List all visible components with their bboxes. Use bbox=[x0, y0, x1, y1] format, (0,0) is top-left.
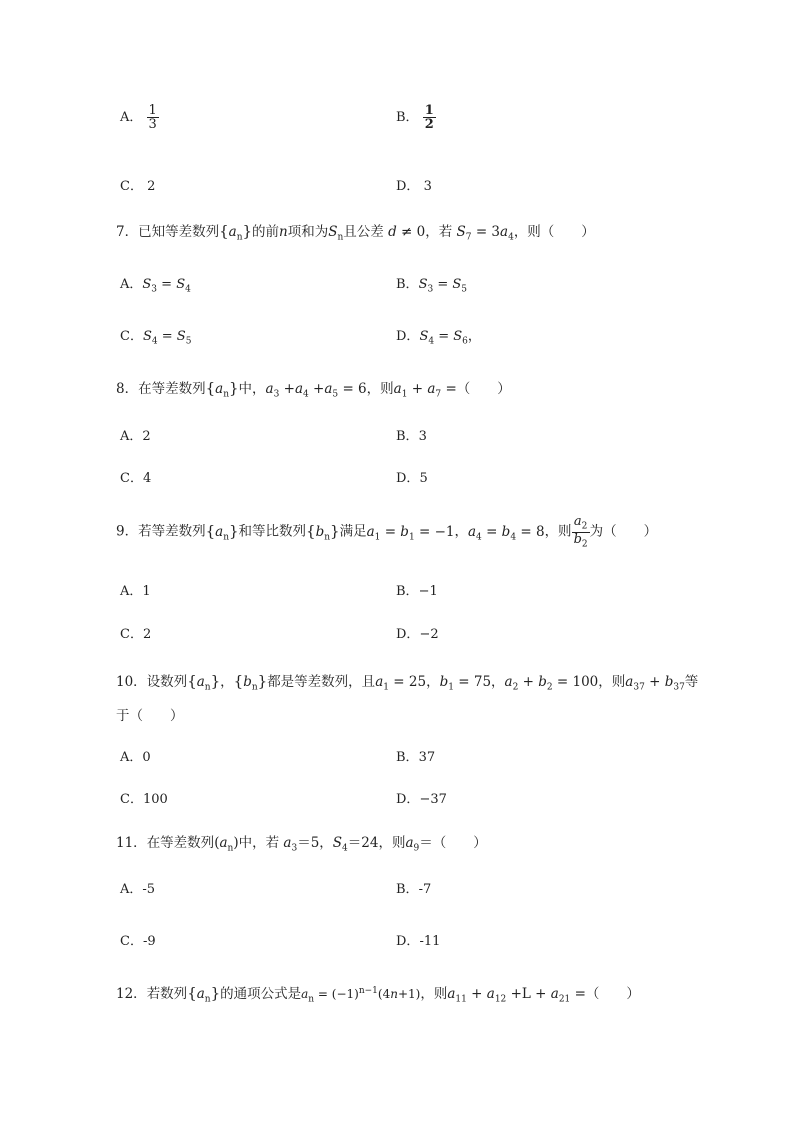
q9-option-a bbox=[120, 580, 151, 599]
option-label: D． bbox=[396, 934, 420, 949]
option-label: C． bbox=[120, 179, 143, 194]
q9-option-d bbox=[396, 623, 439, 642]
math-cond: $S_7 = 3a_4$ bbox=[452, 224, 514, 243]
q10-option-c bbox=[120, 788, 168, 807]
option-math: $S_3 = S_4$ bbox=[142, 277, 191, 295]
stem-text: ， bbox=[220, 674, 234, 690]
option-label: A． bbox=[120, 750, 143, 765]
math-cond-3: $a_2 + b_2 = 100$ bbox=[504, 674, 599, 693]
math-cond-1: $a_3=5$ bbox=[283, 835, 320, 854]
stem-text: ，则（ ） bbox=[513, 224, 595, 240]
q8-option-d bbox=[396, 467, 428, 486]
option-label: B． bbox=[396, 429, 419, 444]
question-12-stem bbox=[116, 982, 640, 1005]
option-text: -9 bbox=[142, 934, 156, 949]
math-cond-2: $a_4 = b_4 = 8$ bbox=[467, 523, 545, 543]
question-8-stem bbox=[116, 377, 511, 400]
option-label: A． bbox=[120, 277, 143, 292]
math-target: $a_{37} + b_{37}$ bbox=[625, 674, 685, 693]
q10-option-b bbox=[396, 746, 435, 765]
option-text: -5 bbox=[142, 882, 156, 897]
stem-text: ， bbox=[426, 674, 440, 690]
option-math: $S_4 = S_5$ bbox=[142, 329, 192, 347]
question-number: 9． bbox=[116, 523, 139, 540]
stem-text: 中，若 bbox=[238, 835, 284, 851]
option-label: D． bbox=[396, 471, 420, 486]
question-11-stem bbox=[116, 831, 487, 854]
q6-option-a bbox=[120, 104, 159, 131]
question-number: 11． bbox=[116, 835, 147, 851]
stem-text: 和等比数列 bbox=[238, 523, 307, 540]
math-cond-1: $a_1 = b_1 = -1$ bbox=[366, 523, 455, 543]
math-seq-a: $\{a_n\}$ bbox=[187, 672, 221, 693]
math-sn: $S_n$ bbox=[328, 224, 344, 243]
q11-option-d bbox=[396, 930, 440, 949]
math-cond: $a_3 +a_4 +a_5 = 6$ bbox=[265, 381, 367, 400]
stem-text: （ ） bbox=[456, 381, 511, 397]
q6-option-c bbox=[120, 175, 155, 194]
stem-text: 若数列 bbox=[146, 986, 188, 1002]
option-text: 3 bbox=[423, 179, 432, 194]
math-cond-2: $S_4=24$ bbox=[332, 835, 379, 854]
stem-text: 为（ ） bbox=[589, 523, 658, 540]
stem-text: ，则 bbox=[544, 523, 572, 540]
stem-text: 项和为 bbox=[287, 224, 329, 240]
stem-text: 在等差数列 bbox=[138, 381, 206, 397]
option-label: B． bbox=[396, 584, 419, 599]
stem-text: 设数列 bbox=[146, 674, 188, 690]
stem-text: ＝（ ） bbox=[419, 835, 487, 851]
math-target: $a_9$ bbox=[405, 835, 420, 854]
option-label: A． bbox=[120, 882, 143, 897]
stem-text: ，则 bbox=[366, 381, 394, 397]
option-math: $S_4 = S_6$， bbox=[419, 329, 481, 347]
q11-option-a bbox=[120, 878, 155, 897]
question-number: 10． bbox=[116, 674, 147, 690]
question-7-stem bbox=[116, 220, 595, 243]
question-9-stem bbox=[116, 515, 657, 549]
option-text: 5 bbox=[419, 471, 428, 486]
math-sum: $a_{11} + a_{12} +L + a_{21}$ = bbox=[447, 986, 586, 1005]
q7-option-c bbox=[120, 325, 191, 347]
option-label: C． bbox=[120, 792, 143, 807]
denominator: 2 bbox=[424, 117, 434, 132]
math-seq-b: $\{b_n\}$ bbox=[306, 521, 340, 543]
option-label: B． bbox=[396, 882, 419, 897]
option-math: $S_3 = S_5$ bbox=[418, 277, 468, 295]
option-label: B． bbox=[396, 110, 419, 125]
question-10-stem bbox=[116, 670, 698, 693]
stem-text: ，则 bbox=[378, 835, 406, 851]
denominator: 3 bbox=[148, 117, 157, 132]
option-label: D． bbox=[396, 627, 420, 642]
fraction bbox=[423, 104, 436, 131]
math-cond-1: $a_1 = 25$ bbox=[375, 674, 427, 693]
fraction bbox=[147, 104, 159, 131]
stem-text: ， bbox=[491, 674, 505, 690]
question-number: 7． bbox=[116, 224, 139, 240]
q8-option-a bbox=[120, 425, 151, 444]
option-text: 4 bbox=[142, 471, 152, 486]
q10-option-d bbox=[396, 788, 447, 807]
math-seq: $\{a_n\}$ bbox=[219, 222, 253, 243]
option-text: -7 bbox=[418, 882, 432, 897]
stem-text: ，则 bbox=[420, 986, 448, 1002]
option-label: D． bbox=[396, 792, 420, 807]
q8-option-c bbox=[120, 467, 151, 486]
math-cond-2: $b_1 = 75$ bbox=[439, 674, 492, 693]
stem-text: 的通项公式是 bbox=[220, 986, 302, 1002]
q9-option-c bbox=[120, 623, 151, 642]
question-10-stem-line2 bbox=[116, 704, 184, 724]
stem-text: ，若 bbox=[425, 224, 453, 240]
option-text: 2 bbox=[142, 627, 152, 642]
option-label: C． bbox=[120, 627, 143, 642]
math-d: d ≠ 0 bbox=[383, 224, 426, 240]
stem-text: 已知等差数列 bbox=[138, 224, 220, 240]
question-number: 12． bbox=[116, 986, 147, 1002]
q8-option-b bbox=[396, 425, 427, 444]
question-number: 8． bbox=[116, 381, 139, 397]
option-label: C． bbox=[120, 934, 143, 949]
option-text: 100 bbox=[142, 792, 168, 807]
option-label: D． bbox=[396, 179, 420, 194]
math-seq-b: $\{b_n\}$ bbox=[233, 672, 268, 693]
q9-option-b bbox=[396, 580, 438, 599]
option-text: 0 bbox=[142, 750, 151, 765]
option-text: 37 bbox=[418, 750, 436, 765]
q7-option-b bbox=[396, 273, 467, 295]
option-label: B． bbox=[396, 277, 419, 292]
option-text: 3 bbox=[418, 429, 427, 444]
stem-text: 若等差数列 bbox=[138, 523, 206, 540]
stem-text: 中， bbox=[238, 381, 266, 397]
option-label: A． bbox=[120, 110, 143, 125]
math-ratio: $\frac{a_2}{b_2}$ bbox=[573, 514, 588, 550]
option-label: B． bbox=[396, 750, 419, 765]
option-text: −37 bbox=[419, 792, 447, 807]
stem-text: （ ） bbox=[585, 986, 640, 1002]
stem-text: 的前 bbox=[252, 224, 280, 240]
math-seq: $\{a_n\}$ bbox=[187, 984, 221, 1005]
option-text: 2 bbox=[147, 179, 156, 194]
stem-text: 满足 bbox=[339, 523, 367, 540]
option-label: C． bbox=[120, 329, 143, 344]
stem-text: ，则 bbox=[598, 674, 626, 690]
q6-option-b bbox=[396, 104, 436, 131]
option-label: D． bbox=[396, 329, 420, 344]
stem-text: 在等差数列 bbox=[146, 835, 215, 851]
math-seq: $\{a_n\}$ bbox=[205, 379, 239, 400]
stem-text: 都是等差数列，且 bbox=[267, 674, 376, 690]
option-label: C． bbox=[120, 471, 143, 486]
q11-option-b bbox=[396, 878, 431, 897]
math-target: $a_1 + a_7$ = bbox=[393, 381, 457, 400]
numerator: 1 bbox=[424, 103, 434, 118]
option-label: A． bbox=[120, 584, 143, 599]
option-text: 1 bbox=[142, 584, 151, 599]
math-seq: $(a_n)$ bbox=[214, 835, 239, 854]
math-n: n bbox=[279, 224, 288, 240]
math-formula: $a_n = (-1)^{n-1}(4n+1)$ bbox=[301, 986, 421, 1005]
option-text: −2 bbox=[419, 627, 439, 642]
stem-text: ， bbox=[319, 835, 333, 851]
q6-option-d bbox=[396, 175, 432, 194]
stem-text: 且公差 bbox=[343, 224, 384, 240]
numerator: 1 bbox=[148, 103, 157, 118]
option-text: -11 bbox=[419, 934, 441, 949]
q10-option-a bbox=[120, 746, 151, 765]
math-seq-a: $\{a_n\}$ bbox=[205, 521, 239, 543]
stem-text: 于（ ） bbox=[116, 708, 184, 724]
stem-text: ， bbox=[454, 523, 468, 540]
option-label: A． bbox=[120, 429, 143, 444]
q7-option-d bbox=[396, 325, 481, 347]
option-text: 2 bbox=[142, 429, 151, 444]
option-text: −1 bbox=[418, 584, 438, 599]
q11-option-c bbox=[120, 930, 156, 949]
stem-text: 等 bbox=[684, 674, 699, 690]
q7-option-a bbox=[120, 273, 191, 295]
